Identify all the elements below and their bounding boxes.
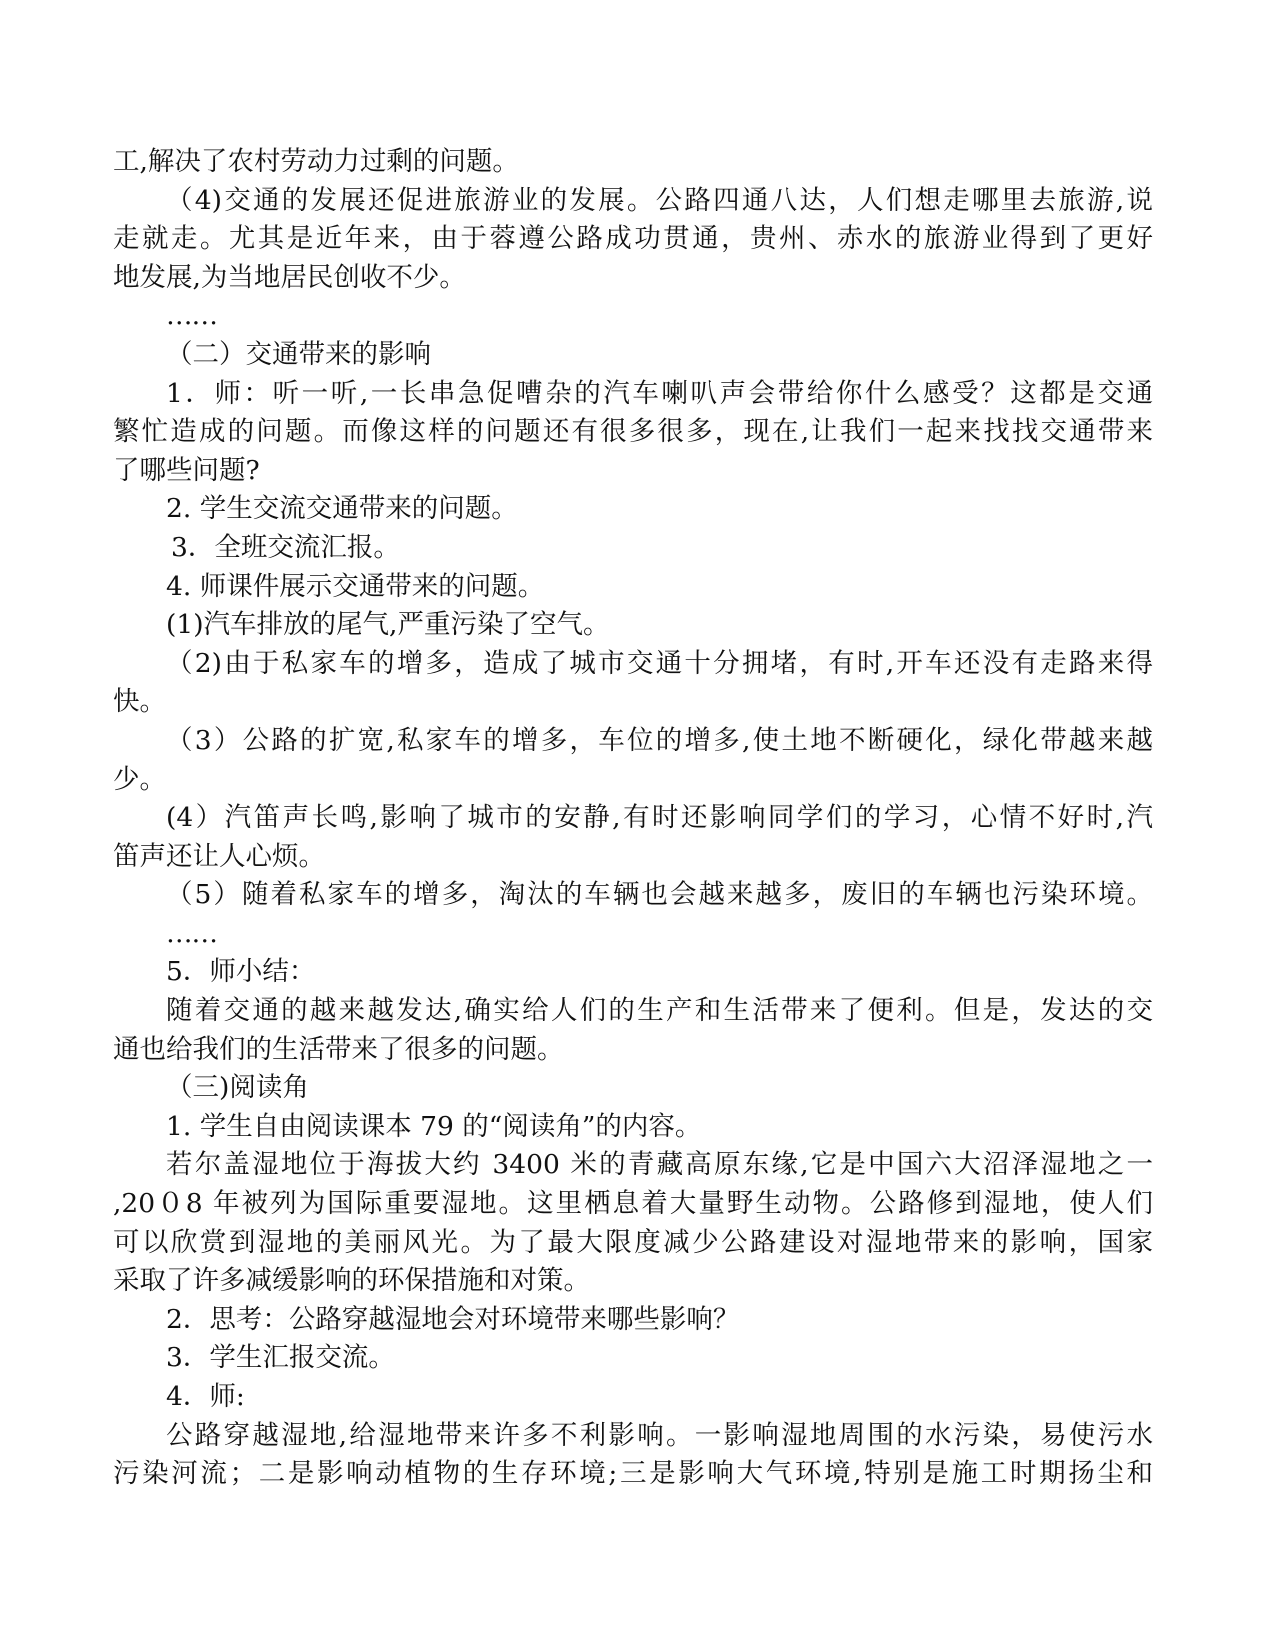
text-line: 污染河流；二是影响动植物的生存环境;三是影响大气环境,特别是施工时期扬尘和 (113, 1458, 1153, 1490)
text-line: （2)由于私家车的增多，造成了城市交通十分拥堵，有时,开车还没有走路来得 (166, 647, 1153, 679)
text-line: (4）汽笛声长鸣,影响了城市的安静,有时还影响同学们的学习，心情不好时,汽 (166, 802, 1153, 834)
text-line: 3．全班交流汇报。 (171, 531, 400, 563)
text-line: 4. 师课件展示交通带来的问题。 (166, 570, 545, 602)
text-line: 可以欣赏到湿地的美丽风光。为了最大限度减少公路建设对湿地带来的影响，国家 (113, 1226, 1153, 1258)
text-line: 随着交通的越来越发达,确实给人们的生产和生活带来了便利。但是，发达的交 (166, 995, 1153, 1027)
text-line: 走就走。尤其是近年来，由于蓉遵公路成功贯通，贵州、赤水的旅游业得到了更好 (113, 223, 1153, 255)
text-line: 通也给我们的生活带来了很多的问题。 (113, 1033, 564, 1065)
text-line: （5）随着私家车的增多，淘汰的车辆也会越来越多，废旧的车辆也污染环境。 (166, 879, 1153, 911)
text-line: 3．学生汇报交流。 (166, 1342, 395, 1374)
text-line: 4．师: (166, 1381, 245, 1412)
text-line: 繁忙造成的问题。而像这样的问题还有很多很多，现在,让我们一起来找找交通带来 (113, 416, 1153, 448)
text-line: 采取了许多减缓影响的环保措施和对策。 (113, 1265, 590, 1297)
text-line: （3）公路的扩宽,私家车的增多，车位的增多,使土地不断硬化，绿化带越来越 (166, 724, 1153, 756)
text-line: 若尔盖湿地位于海拔大约 3400 米的青藏高原东缘,它是中国六大沼泽湿地之一 (166, 1149, 1153, 1181)
section-heading: （二）交通带来的影响 (166, 338, 431, 370)
ellipsis-line: …… (166, 300, 217, 332)
document-body (113, 143, 1153, 1494)
text-line: 了哪些问题? (113, 454, 260, 486)
ellipsis-line: …… (166, 917, 217, 949)
text-line: (1)汽车排放的尾气,严重污染了空气。 (166, 609, 610, 641)
text-line: 公路穿越湿地,给湿地带来许多不利影响。一影响湿地周围的水污染，易使污水 (166, 1419, 1153, 1451)
text-line: 工,解决了农村劳动力过剩的问题。 (113, 146, 519, 177)
text-line: 2. 学生交流交通带来的问题。 (166, 493, 518, 525)
text-line: 1. 学生自由阅读课本 79 的“阅读角”的内容。 (166, 1110, 702, 1142)
text-line: 2．思考：公路穿越湿地会对环境带来哪些影响？ (166, 1303, 740, 1335)
text-line: 快。 (113, 686, 166, 718)
text-line: 1．师：听一听,一长串急促嘈杂的汽车喇叭声会带给你什么感受？这都是交通 (166, 377, 1153, 409)
text-line: 笛声还让人心烦。 (113, 840, 325, 872)
text-line: 5．师小结： (166, 956, 316, 988)
text-line: ,20０8 年被列为国际重要湿地。这里栖息着大量野生动物。公路修到湿地，使人们 (113, 1188, 1153, 1220)
section-heading: （三)阅读角 (166, 1072, 309, 1104)
text-line: （4)交通的发展还促进旅游业的发展。公路四通八达，人们想走哪里去旅游,说 (166, 184, 1153, 216)
text-line: 地发展,为当地居民创收不少。 (113, 261, 466, 293)
text-line: 少。 (113, 763, 166, 795)
